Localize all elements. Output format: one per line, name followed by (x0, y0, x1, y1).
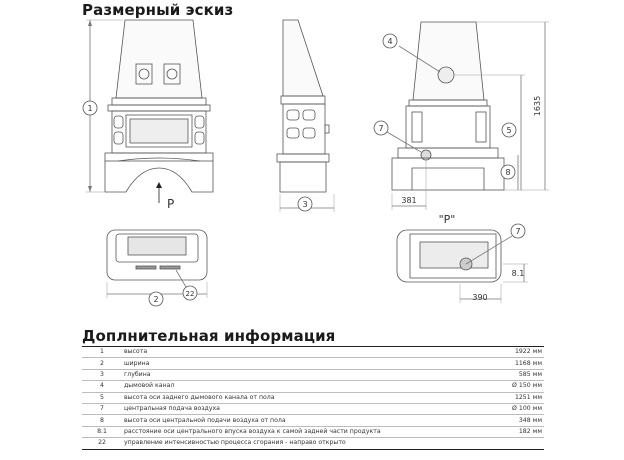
view-p-drawing (397, 230, 528, 303)
info-row (82, 403, 544, 414)
dim-390: 390 (472, 293, 488, 302)
callout-3: 3 (302, 200, 308, 209)
row-description: высота оси заднего дымового канала от пола (122, 392, 480, 403)
row-description: высота оси центральной подачи воздуха от пола (122, 415, 480, 426)
arrow-p-label: P (167, 197, 175, 211)
row-number: 7 (82, 403, 122, 414)
info-row (82, 358, 544, 369)
row-description: высота (122, 347, 480, 358)
row-number: 3 (82, 369, 122, 380)
row-number: 4 (82, 381, 122, 392)
row-number: 8.1 (82, 426, 122, 437)
sketch-title: Размерный эскиз (82, 1, 234, 19)
callout-22: 22 (185, 290, 195, 298)
dim-1635: 1635 (533, 95, 542, 117)
front-view-drawing (86, 20, 213, 203)
row-value: 1251 мм (480, 392, 544, 403)
callout-8-1: 8.1 (511, 269, 525, 278)
info-table (82, 346, 544, 450)
row-number: 2 (82, 358, 122, 369)
info-row (82, 381, 544, 392)
info-row (82, 347, 544, 358)
callout-4: 4 (387, 37, 393, 46)
callout-7b: 7 (515, 227, 521, 236)
callout-5: 5 (506, 126, 512, 135)
callout-8: 8 (505, 168, 511, 177)
row-value: Ø 100 мм (480, 403, 544, 414)
row-description: центральная подача воздуха (122, 403, 480, 414)
row-number: 8 (82, 415, 122, 426)
info-row (82, 392, 544, 403)
callout-7a: 7 (378, 124, 384, 133)
rear-view-drawing (387, 22, 549, 210)
row-value (480, 438, 544, 449)
row-description: управление интенсивностью процесса сгорания - направо открыто (122, 438, 480, 449)
view-p-label: "P" (438, 213, 456, 226)
row-value: 348 мм (480, 415, 544, 426)
row-number: 22 (82, 438, 122, 449)
info-row (82, 415, 544, 426)
row-number: 5 (82, 392, 122, 403)
row-number: 1 (82, 347, 122, 358)
row-description: ширина (122, 358, 480, 369)
info-row (82, 369, 544, 380)
row-value: 585 мм (480, 369, 544, 380)
dim-381: 381 (401, 196, 417, 205)
row-description: расстояние оси центрального впуска воздуха к самой задней части продукта (122, 426, 480, 437)
info-row (82, 438, 544, 449)
row-description: дымовой канал (122, 381, 480, 392)
row-description: глубина (122, 369, 480, 380)
callout-1: 1 (87, 104, 93, 113)
info-row (82, 426, 544, 437)
row-value: 1168 мм (480, 358, 544, 369)
row-value: Ø 150 мм (480, 381, 544, 392)
callout-2: 2 (153, 295, 159, 304)
row-value: 182 мм (480, 426, 544, 437)
info-title: Доплнительная информация (82, 327, 336, 345)
side-view-drawing (277, 20, 334, 212)
row-value: 1922 мм (480, 347, 544, 358)
